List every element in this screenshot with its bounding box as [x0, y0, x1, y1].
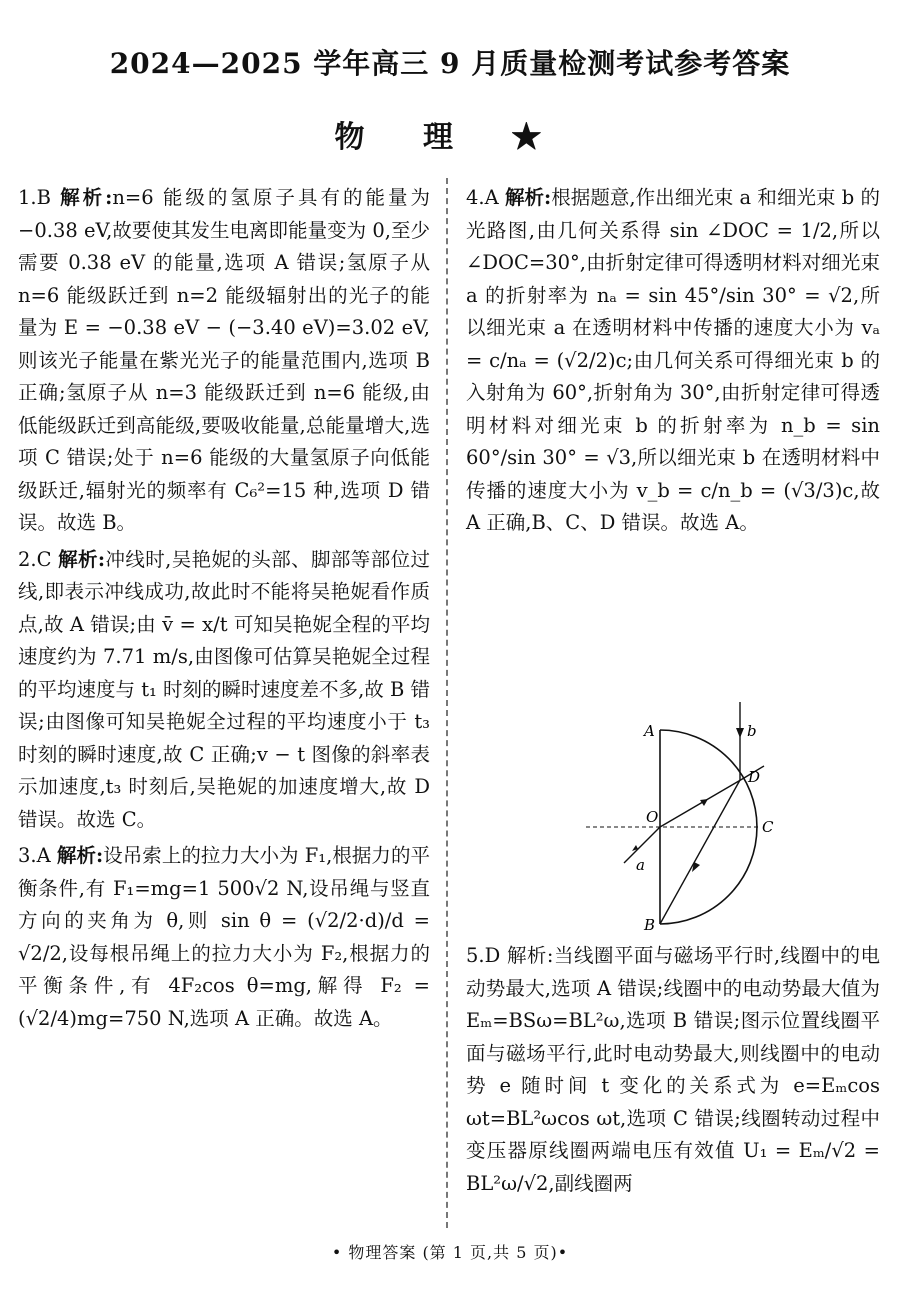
answer-4	[466, 182, 880, 540]
label-beam-b: b	[747, 722, 757, 740]
label-b-point: B	[644, 916, 656, 934]
answer-number: 2.C	[18, 547, 52, 571]
beam-b-arrow	[736, 728, 744, 738]
answer-text: 当线圈平面与磁场平行时,线圈中的电动势最大,选项 A 错误;线圈中的电动势最大值为 Eₘ=BSω=BL²ω,选项 B 错误;图示位置线圈平面与磁场平行,此时电动势最大,则线圈中的电动势 e 随时间 t 变化的关系式为 e=Eₘcos ωt=BL²ωcos ωt,选项 C 错误;线圈转动过程中变压器原线圈两端电压有效值 U₁ = Eₘ/√2 = BL²ω/√2,副线圈两	[466, 944, 880, 1195]
answer-2	[18, 544, 430, 837]
answer-text: 冲线时,吴艳妮的头部、脚部等部位过线,即表示冲线成功,故此时不能将吴艳妮看作质点,故 A 错误;由 v̄ = x/t 可知吴艳妮全程的平均速度约为 7.71 m/s,由图像可估算吴艳妮全过程的平均速度与 t₁ 时刻的瞬时速度差不多,故 B 错误;由图像可知吴艳妮全过程的平均速度小于 t₃ 时刻的瞬时速度,故 C 正确;v − t 图像的斜率表示加速度,t₃ 时刻后,吴艳妮的加速度增大,故 D 错误。故选 C。	[18, 547, 430, 831]
answer-5	[466, 940, 880, 1200]
analysis-label: 解析:	[58, 547, 106, 571]
optics-diagram	[580, 700, 790, 935]
analysis-label: 解析:	[60, 186, 113, 209]
left-column	[18, 182, 430, 1039]
answer-text: n=6 能级的氢原子具有的能量为 −0.38 eV,故要使其发生电离即能量变为 0,至少需要 0.38 eV 的能量,选项 A 错误;氢原子从 n=6 能级跃迁到 n=2 能级辐射出的光子的能量为 E = −0.38 eV − (−3.40 eV)=3.02 eV,则该光子能量在紫光光子的能量范围内,选项 B 正确;氢原子从 n=3 能级跃迁到 n=6 能级,由低能级跃迁到高能级,要吸收能量,总能量增大,选项 C 错误;处于 n=6 能级的大量氢原子向低能级跃迁,辐射光的频率有 C₆²=15 种,选项 D 错误。故选 B。	[18, 186, 430, 534]
answer-number: 3.A	[18, 844, 51, 867]
analysis-label: 解析:	[506, 944, 554, 967]
beam-b-refracted	[660, 780, 740, 924]
answer-number: 5.D	[466, 944, 501, 967]
label-o-point: O	[646, 808, 659, 826]
label-c-point: C	[762, 818, 774, 836]
column-divider	[446, 178, 448, 1228]
page-title: 2024—2025 学年高三 9 月质量检测考试参考答案	[109, 47, 791, 80]
analysis-label: 解析:	[56, 844, 104, 867]
answer-number: 1.B	[18, 186, 51, 209]
answer-number: 4.A	[466, 186, 499, 209]
answer-1	[18, 182, 430, 540]
analysis-label: 解析:	[504, 186, 552, 209]
answer-3	[18, 840, 430, 1035]
label-beam-a: a	[636, 856, 645, 874]
label-a-point: A	[644, 722, 655, 740]
answer-text: 根据题意,作出细光束 a 和细光束 b 的光路图,由几何关系得 sin ∠DOC = 1/2,所以∠DOC=30°,由折射定律可得透明材料对细光束 a 的折射率为 nₐ = sin 45°/sin 30° = √2,所以细光束 a 在透明材料中传播的速度大小为 vₐ = c/nₐ = (√2/2)c;由几何关系可得细光束 b 的入射角为 60°,折射角为 30°,由折射定律可得透明材料对细光束 b 的折射率为 n_b = sin 60°/sin 30° = √3,所以细光束 b 在透明材料中传播的速度大小为 v_b = c/n_b = (√3/3)c,故 A 正确,B、C、D 错误。故选 A。	[466, 186, 881, 534]
right-column	[466, 182, 880, 544]
page-footer: • 物理答案 (第 1 页,共 5 页)•	[331, 1243, 569, 1262]
label-d-point: D	[748, 768, 761, 786]
answer-text: 设吊索上的拉力大小为 F₁,根据力的平衡条件,有 F₁=mg=1 500√2 N,设吊绳与竖直方向的夹角为 θ,则 sin θ = (√2/2·d)/d = √2/2,设每根吊绳上的拉力大小为 F₂,根据力的平衡条件,有 4F₂cos θ=mg,解得 F₂ = (√2/4)mg=750 N,选项 A 正确。故选 A。	[18, 844, 430, 1030]
subject-heading: 物 理 ★	[334, 120, 566, 155]
